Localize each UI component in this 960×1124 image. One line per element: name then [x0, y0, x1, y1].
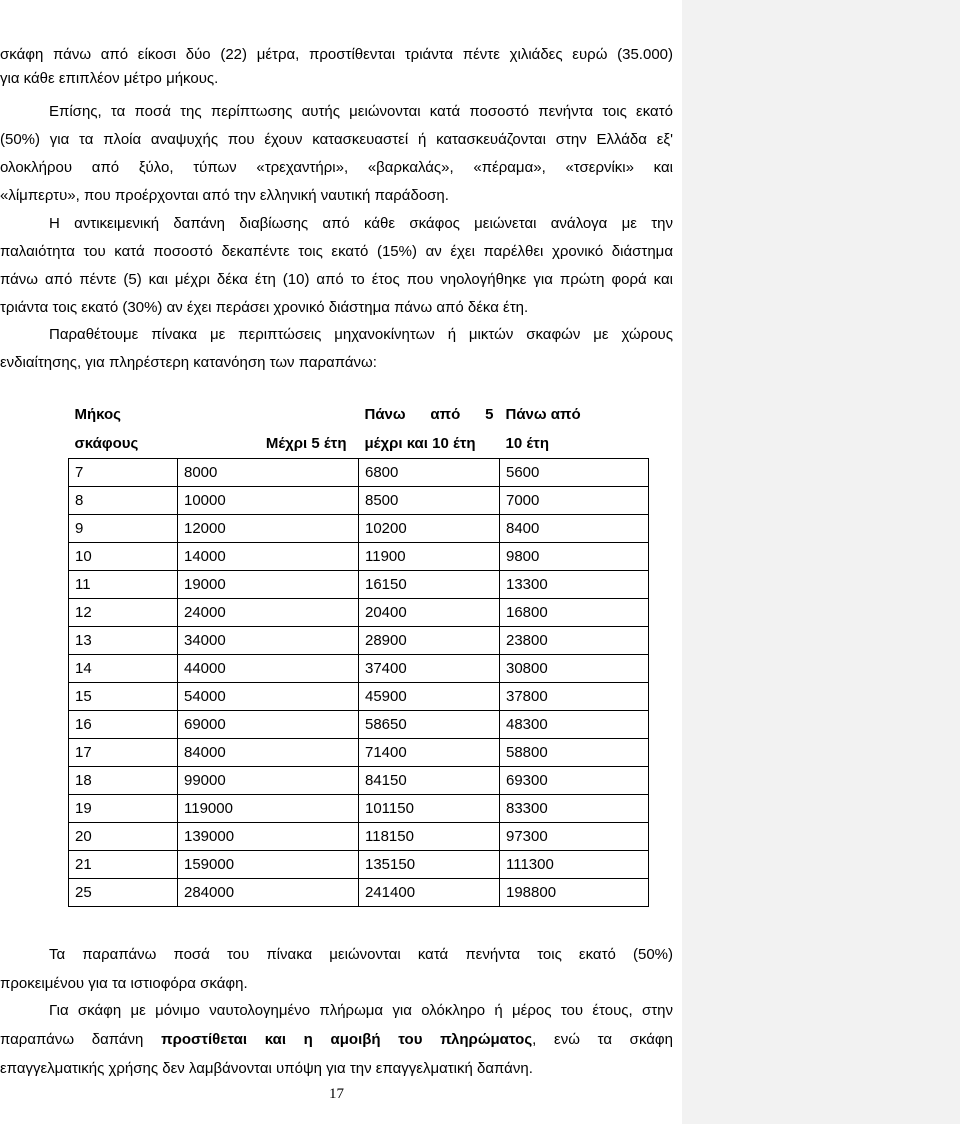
text-line	[0, 1025, 673, 1054]
text-line: «λίμπερτυ», που προέρχονται από την ελληνική ναυτική παράδοση.	[0, 187, 449, 204]
table-cell: 135150	[359, 851, 500, 879]
table-cell: 5600	[500, 459, 649, 487]
table-cell: 21	[69, 851, 178, 879]
table-cell: 7000	[500, 487, 649, 515]
table-cell: 19000	[178, 571, 359, 599]
text-fragment: , ενώ τα σκάφη	[532, 1031, 673, 1048]
table-cell: 58800	[500, 739, 649, 767]
text-line: παλαιότητα του κατά ποσοστό δεκαπέντε τοις εκατό (15%) αν έχει παρέλθει χρονικό διάστημα	[0, 243, 673, 260]
table-row	[69, 655, 649, 683]
header-text: σκάφους	[74, 435, 139, 452]
expense-table	[68, 400, 649, 907]
paragraph-table-intro	[0, 321, 673, 377]
text-fragment: παραπάνω δαπάνη	[0, 1031, 162, 1048]
table-cell: 83300	[500, 795, 649, 823]
table-cell: 8500	[359, 487, 500, 515]
table-row	[69, 739, 649, 767]
header-over-10	[500, 400, 649, 459]
table-header-row	[69, 400, 649, 459]
paragraph-continuation	[0, 43, 673, 91]
table-cell: 37400	[359, 655, 500, 683]
text-line: (50%) για τα πλοία αναψυχής που έχουν κατασκευαστεί ή κατασκευάζονται στην Ελλάδα εξ'	[0, 131, 673, 148]
table-cell: 10200	[359, 515, 500, 543]
table-cell: 34000	[178, 627, 359, 655]
bold-text: προστίθεται και η αμοιβή του πληρώματος	[161, 1031, 533, 1048]
table-cell: 119000	[178, 795, 359, 823]
table-cell: 111300	[500, 851, 649, 879]
table-cell: 69000	[178, 711, 359, 739]
header-text: Πάνω από 5	[364, 406, 494, 423]
header-text: Μήκος	[74, 406, 121, 423]
table-cell: 11900	[359, 543, 500, 571]
table-cell: 44000	[178, 655, 359, 683]
table-row	[69, 487, 649, 515]
text-line: επαγγελματικής χρήσης δεν λαμβάνονται υπόψη για την επαγγελματική δαπάνη.	[0, 1060, 533, 1077]
paragraph-crew	[0, 996, 673, 1083]
paragraph-reduction-traditional	[0, 98, 673, 210]
comment-margin	[682, 0, 960, 1124]
paragraph-sailboats	[0, 940, 673, 998]
table-cell: 97300	[500, 823, 649, 851]
table-cell: 6800	[359, 459, 500, 487]
text-line: Η αντικειμενική δαπάνη διαβίωσης από κάθε σκάφος μειώνεται ανάλογα με την	[49, 215, 673, 232]
table-row	[69, 627, 649, 655]
table-row	[69, 599, 649, 627]
table-row	[69, 795, 649, 823]
table-cell: 12000	[178, 515, 359, 543]
table-cell: 7	[69, 459, 178, 487]
table-cell: 58650	[359, 711, 500, 739]
table-cell: 198800	[500, 879, 649, 907]
table-cell: 37800	[500, 683, 649, 711]
table-cell: 84150	[359, 767, 500, 795]
table-cell: 10000	[178, 487, 359, 515]
table-cell: 14000	[178, 543, 359, 571]
table-cell: 15	[69, 683, 178, 711]
table-cell: 8000	[178, 459, 359, 487]
text-line: για κάθε επιπλέον μέτρο μήκους.	[0, 70, 219, 87]
table-cell: 28900	[359, 627, 500, 655]
table-cell: 139000	[178, 823, 359, 851]
text-line: Παραθέτουμε πίνακα με περιπτώσεις μηχανοκίνητων ή μικτών σκαφών με χώρους	[49, 326, 673, 343]
table-cell: 10	[69, 543, 178, 571]
table-cell: 159000	[178, 851, 359, 879]
header-text: Πάνω από	[505, 406, 581, 423]
table-cell: 241400	[359, 879, 500, 907]
table-cell: 11	[69, 571, 178, 599]
table-row	[69, 823, 649, 851]
table-cell: 20400	[359, 599, 500, 627]
table-cell: 14	[69, 655, 178, 683]
table-cell: 99000	[178, 767, 359, 795]
header-length	[69, 400, 178, 459]
table-cell: 20	[69, 823, 178, 851]
table-cell: 9800	[500, 543, 649, 571]
table-row	[69, 711, 649, 739]
text-line: ενδιαίτησης, για πληρέστερη κατανόηση των παραπάνω:	[0, 354, 377, 371]
table-cell: 13300	[500, 571, 649, 599]
table-cell: 69300	[500, 767, 649, 795]
text-line: ολοκλήρου από ξύλο, τύπων «τρεχαντήρι», «βαρκαλάς», «πέραμα», «τσερνίκι» και	[0, 159, 673, 176]
table-cell: 118150	[359, 823, 500, 851]
table-cell: 18	[69, 767, 178, 795]
table-row	[69, 459, 649, 487]
table-cell: 25	[69, 879, 178, 907]
table-row	[69, 515, 649, 543]
table-cell: 13	[69, 627, 178, 655]
table-cell: 8400	[500, 515, 649, 543]
table-cell: 284000	[178, 879, 359, 907]
header-text: Μέχρι 5 έτη	[265, 435, 347, 452]
table-cell: 30800	[500, 655, 649, 683]
table-cell: 45900	[359, 683, 500, 711]
header-text: μέχρι και 10 έτη	[364, 435, 476, 452]
table-body	[69, 459, 649, 907]
table-row	[69, 543, 649, 571]
page-number: 17	[329, 1086, 344, 1102]
table-cell: 16150	[359, 571, 500, 599]
table-cell: 54000	[178, 683, 359, 711]
table-row	[69, 851, 649, 879]
text-line: Τα παραπάνω ποσά του πίνακα μειώνονται κατά πενήντα τοις εκατό (50%)	[49, 946, 673, 963]
table-cell: 71400	[359, 739, 500, 767]
table-row	[69, 767, 649, 795]
table-cell: 8	[69, 487, 178, 515]
table-cell: 19	[69, 795, 178, 823]
text-line: πάνω από πέντε (5) και μέχρι δέκα έτη (10) από το έτος που νηολογήθηκε για πρώτη φορά και	[0, 271, 673, 288]
table-cell: 9	[69, 515, 178, 543]
table-row	[69, 571, 649, 599]
table-cell: 23800	[500, 627, 649, 655]
table-cell: 24000	[178, 599, 359, 627]
text-line: σκάφη πάνω από είκοσι δύο (22) μέτρα, προστίθενται τριάντα πέντε χιλιάδες ευρώ (35.000)	[0, 46, 673, 63]
table-row	[69, 879, 649, 907]
header-text: 10 έτη	[505, 435, 549, 452]
table-cell: 16	[69, 711, 178, 739]
text-line: τριάντα τοις εκατό (30%) αν έχει περάσει χρονικό διάστημα πάνω από δέκα έτη.	[0, 299, 529, 316]
paragraph-age-reduction	[0, 210, 673, 322]
text-line: Επίσης, τα ποσά της περίπτωσης αυτής μειώνονται κατά ποσοστό πενήντα τοις εκατό	[49, 103, 673, 120]
header-up-to-5	[178, 400, 359, 459]
table-cell: 17	[69, 739, 178, 767]
text-line: προκειμένου για τα ιστιοφόρα σκάφη.	[0, 975, 248, 992]
table-cell: 48300	[500, 711, 649, 739]
table-cell: 101150	[359, 795, 500, 823]
header-5-to-10	[359, 400, 500, 459]
table-row	[69, 683, 649, 711]
table-cell: 12	[69, 599, 178, 627]
table-cell: 84000	[178, 739, 359, 767]
table-cell: 16800	[500, 599, 649, 627]
text-line: Για σκάφη με μόνιμο ναυτολογημένο πλήρωμα για ολόκληρο ή μέρος του έτους, στην	[49, 1002, 673, 1019]
